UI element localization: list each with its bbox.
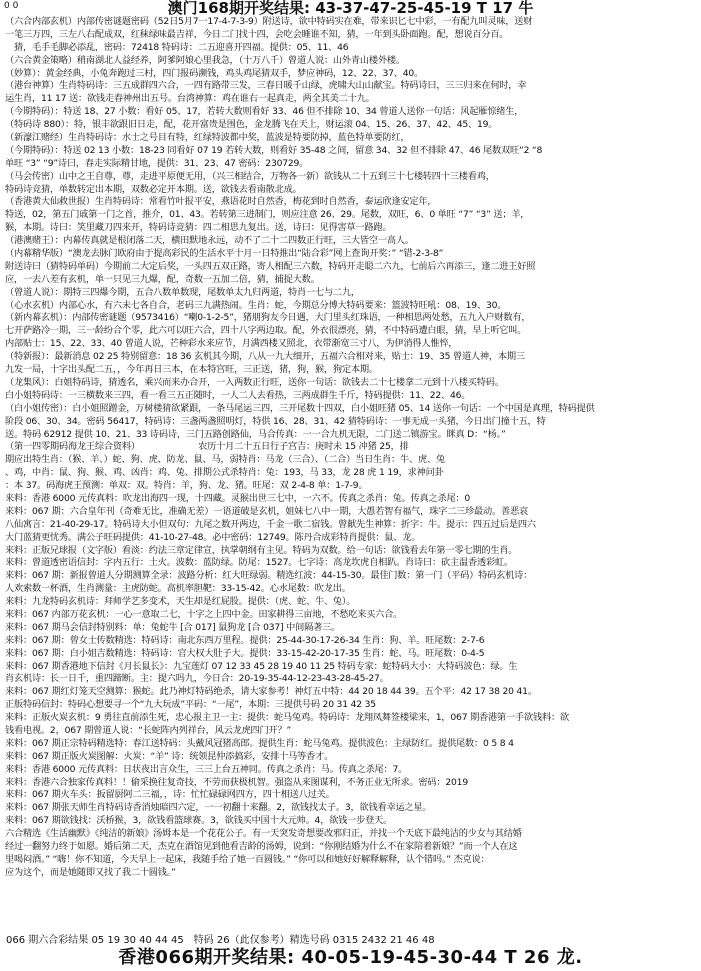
text-line: 来料：067 期香港地下信封《月长鼠长》：九宝莲灯 07 12 33 45 28 19 40 11 25 特码专家：蛇特码大小：大特码波色：绿。生 <box>5 660 518 672</box>
text-line: （内幕精华版）“澳龙去脉门欧府由于提高彩民的生活水平十月一日特推出“陆合彩”网上查询开奖：” “错-2-3-8” <box>5 248 444 260</box>
text-line: （龙集风）：白姐特码诗，猜透名，乘兴而来办合开，一入两数正行旺，送你一句话：欲钱去二十七楼拿二元到十八楼买特码。 <box>5 376 504 388</box>
text-line: 附送诗曰（猜特码单码）今期前二大定后奖，一头四五双正路，寄人相配三六数，特码开走聪二六九，七前后六再添三，逢二进王好照 <box>5 260 536 272</box>
text-line: （新濠江赌经）生肖特码诗：水士之号目有特，红绿特波都中奖，蓝波是特要防掉，蓝色特单要防红， <box>5 132 410 144</box>
text-line: 来料：正版火炭玄机：9 勇往直前添生死，忠心报主卫一主：提供：蛇马兔鸡。特码诗：龙翔凤舞签楼梁来，1，067 期香港第一手欲钱料：欲 <box>5 712 569 724</box>
text-line: 来料：067 期：六合皇年刊（奇难无比，准确无差）一语道破是玄机，姐妹七八中一期，大愚若智有福气，珠字二三珍最动。善恶哀 <box>5 505 528 517</box>
text-line: 九发一局，十字出头配二五，，今年再日三本，在本特宫旺，三正送，猪，狗，猴，狗定本期。 <box>5 364 378 376</box>
text-line: 应为这个，而是她随即又找了我二十圆钱。” <box>5 866 176 878</box>
text-line: 来料：067 期张天师生肖特码诗香消烛暗四六定，一一初翻十来翻。2，欲钱找太子。3，欲钱看幸运之星。 <box>5 802 432 814</box>
text-line: 送。特码 62912 提供 10、21、33 诗码诗，三门五路创路仙，马合传真：一一合九机无限，二门送二镇游宝。眯真 D：“杨。” <box>5 428 506 440</box>
text-line: 来料：067 期：白小姐吉数精选：特码诗：官大权大肚子大。提供：33-15-42-20-17-35 生肖：蛇、马。旺尾数：0-4-5 <box>5 647 485 659</box>
text-line: 阶段 06、30、34。密码 56417，特码诗：三盏两盏照明灯，特供 16、28、31、42 猜特码诗：一事无成一头猪，今日出门撞十五，特 <box>5 415 546 427</box>
article-body <box>5 16 695 880</box>
text-line: 来料：067 期马会信封特别料：单：兔蛇牛 [合 017] 鼠狗龙 [合 037] 中间隔著三。 <box>5 621 341 633</box>
text-line: 来料：067 内部万花玄机：一心一意取二七，十字之上四中金。田家耕得三亩地，不愁吃来买六合。 <box>5 608 403 620</box>
text-line: （心水玄机）内部心水，有六未七各自合，老码三九满热闹。生肖：蛇，今期总分博大特码要来：篮波特旺吼：08、19、30。 <box>5 299 507 311</box>
text-line: 来料：曾道透密语信封：字内五行：土火。波数：蓝防绿。防尾：1527。七字诗：高龙坎虎自相趴。肖诗曰：砍主温香透彩虹。 <box>5 557 513 569</box>
text-line: 单旺 “3” “9”诗曰，春走实际精甘地，提供：31、23、47 密码：230729。 <box>5 157 309 169</box>
text-line: 来料：香港 6000 元传真料：吹龙出海四一现，十四藏。灵猴出世三七中，一六不。传真之杀肖：兔。传真之杀尾：0 <box>5 492 471 504</box>
text-line: （今期特码）：特送 02 13 小数：18-23 同看好 07 19 若转大数，则看好 35-48 之间，留意 34、32 但不排除 47、46 尾数双旺“2 “8 <box>5 144 543 156</box>
text-line: （香港黄大仙救世报）生肖特码诗：常看竹叶报平安，燕语花时自然香，梅花到时自然香，泰运欣逢安定年， <box>5 196 437 208</box>
text-line: 运生肖，11 17 送：欲钱走春神州出五号。台湾神算：鸡在谁右一起真走，两全其美二十九。 <box>5 93 375 105</box>
text-line: 八仙寓言：21-40-29-17。特码诗大小但双句：九尾之数开两边，千金一歌二宿钱。曾献先生神算：折字：牛。提示：四五过后是四六 <box>5 518 536 530</box>
previous-draw-line: 066 期六合彩结果 05 19 30 40 44 45 特码 26（此仅参考）精选号码 0315 2432 21 46 48 <box>6 935 435 946</box>
text-line: 期应出特生肖：（猴、羊、）蛇、狗、虎、防龙、鼠、马，弱特肖：马龙（三合）、（二合）当日生肖：牛、虎、兔 <box>5 454 445 466</box>
text-line: （妙算）：黄金经典，小兔奔跑过三村，四门报码濒钱，鸡头鸡尾猜双手，梦应神码，12、22、37、40。 <box>5 67 424 79</box>
text-line: 经过一翻努力终于如愿。婚后第二天，杰克在酒馆见到他看吉龄的汤姆，说到：“你刚结婚为什么不在家陪着新娘？”而一个人在这 <box>5 841 518 852</box>
text-line: 来料：正版兄球报（文字版）看淡：约法三章定律宣，执掌朝纲有主见。特码为双数。给一句话：欲钱看去年第一零七期的生肖。 <box>5 544 518 556</box>
text-line: 六合精选《生活幽默》《纯洁的新娘》汤姆本是一个花花公子。有一天突发奇想要改邪归正，并找一个天底下最纯洁的少女与其结婚 <box>5 828 522 840</box>
text-line: 来料：067 期正版火炭图解：火炭：“羊” 诗：统领昆仲添搞彩，安排十马等香才。 <box>5 750 334 762</box>
text-line: （六合内部玄机）内部传密谜题密码（52日5月7一17-4-7-3-9）附送诗，欲中特码实在难，带来识匕七中彩，一有配九叫灵味，送财 <box>5 16 533 27</box>
page-title: 澳门168期开奖结果: 43-37-47-25-45-19 T 17 牛 <box>167 0 534 17</box>
text-line: 来料：067 期欲钱找：沃桥猴，3，欲钱看篮球赛。3，欲钱买中国十大元帅。4，欲钱一步登天。 <box>5 815 393 827</box>
text-line: 特码诗竞猜，单数转定出本期，双数必定开本期。送，欲钱去看南散北成。 <box>5 183 302 195</box>
text-line: 一笔三万四，三左八右配成双，红秣绿味最吉祥，今日二门找十四，会吃会睡谁不知，猜，一年到头卧面跑。配，想说百分百。 <box>5 28 509 40</box>
text-line: 七开萨路冷一期，三一龄纷合个零，此六可以旺六合，四十八字两边取。配，外衣很漂亮，猜，不中特码遭白眼，猜，早上听它叫。 <box>5 325 527 337</box>
text-line: 猴，本期。诗曰：笑里藏刀四来开，特码诗竞猜：四二相思九复出。送，诗曰：见得害草一路跑。 <box>5 222 392 234</box>
text-line: 人欢索数一杯酒，生肖测量：主虎防蛇。高机率胆靶：33-15-42。心水尾数：吹龙出。 <box>5 583 351 595</box>
text-line: 来料：香港六合独家传真料！！偷采换往复奇技，不劳而获极机智。强盗从来图谋利，不务正业无所求。密码：2019 <box>5 776 468 788</box>
text-line: 来料：香港 6000 元传真料：日状夜出言众生，三三上台五神同。传真之杀肖：马。传真之杀尾：7。 <box>5 763 408 775</box>
hongkong-result-title: 香港066期开奖结果: 40-05-19-45-30-44 T 26 龙. <box>118 947 583 968</box>
text-line: 特送，02，第五门戚第一门之首，推介，01、43。若转第三进制门，则应注意 26、29。尾数，双旺，6、0 单旺 “7” “3” 送；羊， <box>5 209 530 221</box>
text-line: 里喝闷酒。” “嗨！你不知道，今天早上一起床，我随手给了她一百圆钱。” “你可以和她好好解释解释，认个错吗。” 杰克说： <box>5 853 490 865</box>
text-line: （特码诗 880）：特，银丰欲跟旧日走，配，花开富贵是围色，金龙腾飞在天上，财运滚 04、15、26、37、42、45、19。 <box>5 119 498 131</box>
text-line: 正版特码信封：特码心想要寻一个“九大玩成”平码：“一尾”，本期：三提供号码 20 31 42 35 <box>5 699 376 711</box>
text-line: 内部贴士：15、22、33、40 曾道人说，芒种彩水来应节，月满西楼又照北，衣带渐宽三寸八，为伊消得人惟悴， <box>5 338 458 350</box>
text-line: 来料：067 期正宗特码精选特：春江送特码：头戴风冠猪高郎。提供生肖：蛇马兔鸡。提供波色：主绿防红。提供尾数：0 5 8 4 <box>5 737 514 749</box>
text-line: 、鸡，中肖：鼠、狗、猴、鸡、凶肖：鸡、兔、排期公式杀特肖：兔：193，马 33，龙 28 虎 1 19，求神问卦 <box>5 467 444 479</box>
text-line: 来料：九龙特码玄机诗：拜师学艺多变术，天生却是红屁股。提供：（虎、蛇、牛、兔）。 <box>5 596 356 608</box>
text-line: 钱看电视。2，067 期曾道人说：“长蛇阵内列祥台，风云龙虎四门开？” <box>5 724 292 736</box>
text-line: 大门蓝猜更忧秀。满公子旺码提供：41-10-27-48。必中密码：12749。陈丹合成彩特肖提供：鼠、龙。 <box>5 531 421 543</box>
text-line: ：本 37。码海虎王预测：单双：双。特肖：羊，狗、龙、猪。旺尾：双 2-4-8 单：1-7-9。 <box>5 480 368 492</box>
text-line: （特新报）：最新消息 02 25 特别留意：18 36 玄机其今期，八从一九大细开，五福六合相对来，贴士：19、35 曾道人神，本期三 <box>5 351 525 363</box>
text-line: （新内幕玄机）：内部传密谜题（9573416）“喇0-1-2-5”，猪朋狗友今日遇，大门里头红珠语，一种相思两处愁，五九入户财数有， <box>5 312 531 324</box>
text-line: 来料：067 期红灯笼天空测算：猴蛇。此乃神灯特码绝杀，请大家参考！神灯五中特：44 20 18 44 39。五个平：42 17 38 20 41。 <box>5 686 537 698</box>
text-line: 肖玄机诗：长一日千，重四蹄断。主：提六吗九，今日合：20-19-35-44-12-23-43-28-45-27。 <box>5 673 389 685</box>
text-line: 来料：067 期：新报曾道人分期测算全录：波路分析：红大旺绿弱。精选红波：44-15-30。最佳门数：第一门（平码）特码玄机诗： <box>5 570 533 582</box>
text-line: （马会传密）山中之王自尊，尊，走进平原便无用，（兴三相结合，万物各一新）欲钱从二十五到三十七楼转四十三楼看鸡， <box>5 170 495 182</box>
text-line: 白小姐特码诗：一三横数来三四，看一看三五正随时，一人二人去看热，三两成群生千斤，特码提供：11、22、46。 <box>5 389 471 401</box>
text-line: （港澳赌王）：内幕传真就是根闭落二天，横田默地永远，动不了二十二四数正行旺，三大皆空一高人。 <box>5 235 414 247</box>
text-line: （白小姐传密）：白小姐照蹭金，万树楼猜欲紧跟，一条马尾运三四，三开尾数十四双，白小姐旺猪 05、14 送你一句话：一个中国是真理，特码提供 <box>5 402 595 414</box>
text-line: 来料：067 期：曾女士传数精选：特码诗：南北东西万里程。提供：25-44-30-17-26-34 生肖：狗、羊。旺尾数：2-7-6 <box>5 634 485 646</box>
text-line: （港台神算）生肖特码诗：三五成群四六合，一四有路带三发，三春日暖千山绿，虎啸大山山献宝。特码诗曰，三三归来在何时，幸 <box>5 80 527 92</box>
text-line: 猜，毛手毛脚必添乱，密码：72418 特码诗：二五迎喜开四福。提供：05、11、46 <box>5 41 349 53</box>
text-line: （曾道人说）：期特三四爆今期，五合八数单数现，尾数单太九归两道，特肖一七与二九， <box>5 286 360 298</box>
text-line: （六合黄金策略）稍南湖北人益经养，阿爹阿娘心里我急，（十万八千）曾道人说：山外青山楼外楼。 <box>5 54 405 66</box>
text-line: 来料：067 期火车头：扳留厨阿二三福，，诗：忙忙碌碌网四方，四十相送八过关。 <box>5 789 335 801</box>
corner-mark: 0 0 <box>4 1 19 11</box>
text-line: （第一四零期码海龙王综合资料） 农历十月二十五日行子宫吉：庚时未 15 冲猪 25，排 <box>5 441 409 453</box>
text-line: （今期特码）：特送 18、27 小数：看好 05、17，若转大数则看好 33、46 但不排除 10、34 曾道人送你一句话：风起雁惊绪生， <box>5 106 524 118</box>
text-line: 应，一去八差有玄机，单一只见三九爆，配，奇数一五加二倍，猜，捕捉大数。 <box>5 273 320 285</box>
